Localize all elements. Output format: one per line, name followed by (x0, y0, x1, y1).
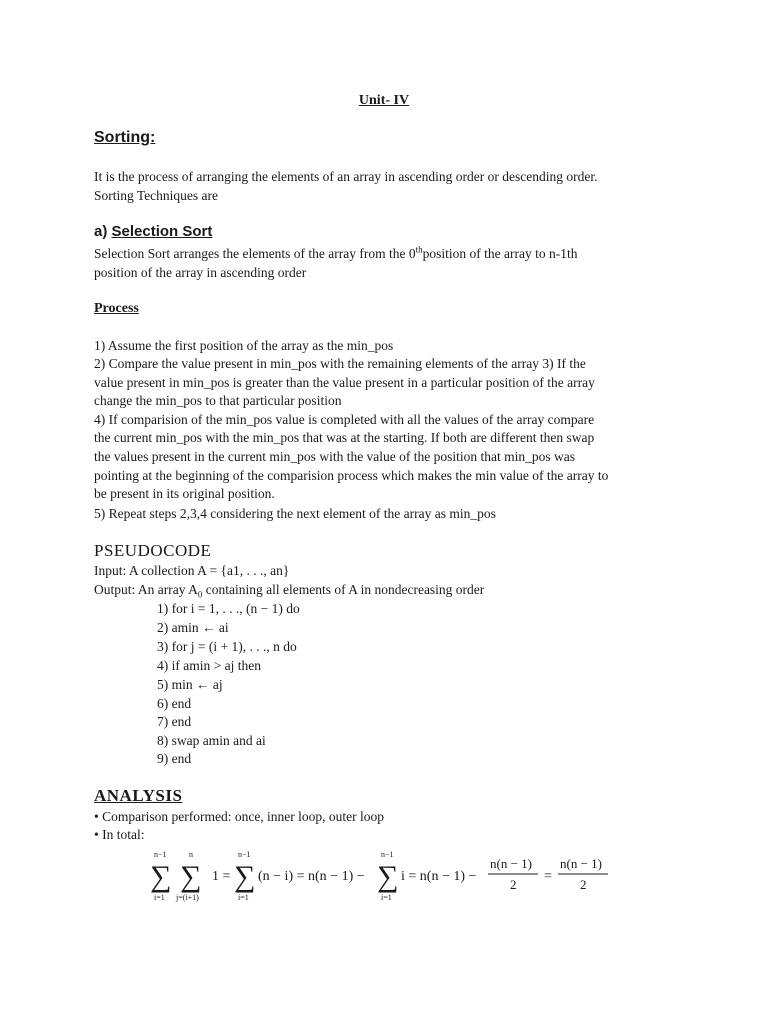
fraction1-numerator: n(n − 1) (490, 856, 532, 871)
selection-sort-title: Selection Sort (111, 223, 213, 240)
process-line: 5) Repeat steps 2,3,4 considering the next element of the array as min_pos (94, 506, 496, 521)
pseudocode-step: 9) end (157, 751, 192, 766)
sum3-upper-limit: n−1 (238, 850, 251, 859)
pseudocode-step: 7) end (157, 714, 192, 729)
pseudocode-input: Input: A collection A = {a1, . . ., an} (94, 563, 290, 578)
selection-sort-desc-line-2: position of the array in ascending order (94, 265, 307, 280)
sum3-lower-limit: i=1 (238, 893, 249, 902)
sorting-intro-line-2: Sorting Techniques are (94, 188, 219, 203)
process-line: pointing at the beginning of the comparision process which makes the min value of the array to (94, 468, 609, 483)
process-line: the current min_pos with the min_pos that was at the starting. If both are different then swap (94, 430, 595, 445)
fraction1-denominator: 2 (510, 877, 517, 892)
formula-equals: = (544, 869, 552, 884)
pseudocode-step: 4) if amin > aj then (157, 658, 261, 673)
selection-sort-heading (94, 223, 212, 240)
sorting-intro-line-1: It is the process of arranging the elements of an array in ascending order or descending order. (94, 169, 598, 184)
process-line: change the min_pos to that particular position (94, 393, 342, 408)
process-line: be present in its original position. (94, 486, 275, 501)
desc-part-a: Selection Sort arranges the elements of the array from the 0 (94, 246, 416, 261)
sum2-upper-limit: n (189, 850, 193, 859)
desc-part-b: position of the array to n-1th (422, 246, 578, 261)
sum1-lower-limit: i=1 (154, 893, 165, 902)
sigma-icon: ∑ (377, 860, 399, 893)
fraction2-denominator: 2 (580, 877, 587, 892)
process-line: 4) If comparision of the min_pos value is completed with all the values of the array compare (94, 412, 595, 427)
sigma-icon: ∑ (180, 860, 202, 893)
analysis-bullet: • Comparison performed: once, inner loop, outer loop (94, 809, 385, 824)
unit-title: Unit- IV (358, 93, 410, 108)
process-line: value present in min_pos is greater than the value present in a particular position of the array (94, 375, 595, 390)
selection-sort-desc-line-1 (94, 245, 578, 264)
sigma-icon: ∑ (234, 860, 256, 893)
complexity-formula (148, 848, 618, 902)
pseudocode-step: 3) for j = (i + 1), . . ., n do (157, 639, 297, 654)
sum2-lower-limit: j=(i+1) (176, 893, 199, 902)
process-heading: Process (94, 301, 139, 316)
pseudocode-output (94, 581, 484, 600)
output-subscript: 0 (197, 589, 203, 600)
pseudocode-step: 1) for i = 1, . . ., (n − 1) do (157, 601, 300, 616)
formula-term-3: i = n(n − 1) − (401, 869, 477, 884)
analysis-bullet: • In total: (94, 827, 145, 842)
pseudocode-step: 2) amin ← ai (157, 620, 229, 635)
formula-term-1: 1 = (212, 869, 231, 884)
pseudocode-step: 8) swap amin and ai (157, 733, 266, 748)
sigma-icon: ∑ (150, 860, 172, 893)
fraction2-numerator: n(n − 1) (560, 856, 602, 871)
output-part-b: containing all elements of A in nondecreasing order (202, 582, 485, 597)
pseudocode-heading: PSEUDOCODE (94, 541, 212, 560)
sum4-lower-limit: i=1 (381, 893, 392, 902)
output-part-a: Output: An array A (94, 582, 198, 597)
selection-sort-prefix: a) (94, 223, 108, 240)
sum1-upper-limit: n−1 (154, 850, 167, 859)
desc-superscript: th (415, 244, 423, 255)
sorting-heading: Sorting: (94, 129, 156, 146)
pseudocode-step: 6) end (157, 696, 192, 711)
process-line: 2) Compare the value present in min_pos with the remaining elements of the array 3) If the (94, 356, 586, 371)
sum4-upper-limit: n−1 (381, 850, 394, 859)
process-line: the values present in the current min_pos with the value of the position that min_pos was (94, 449, 576, 464)
formula-term-2: (n − i) = n(n − 1) − (258, 869, 365, 884)
process-line: 1) Assume the first position of the array as the min_pos (94, 338, 394, 353)
analysis-heading: ANALYSIS (94, 786, 183, 805)
pseudocode-step: 5) min ← aj (157, 677, 223, 692)
